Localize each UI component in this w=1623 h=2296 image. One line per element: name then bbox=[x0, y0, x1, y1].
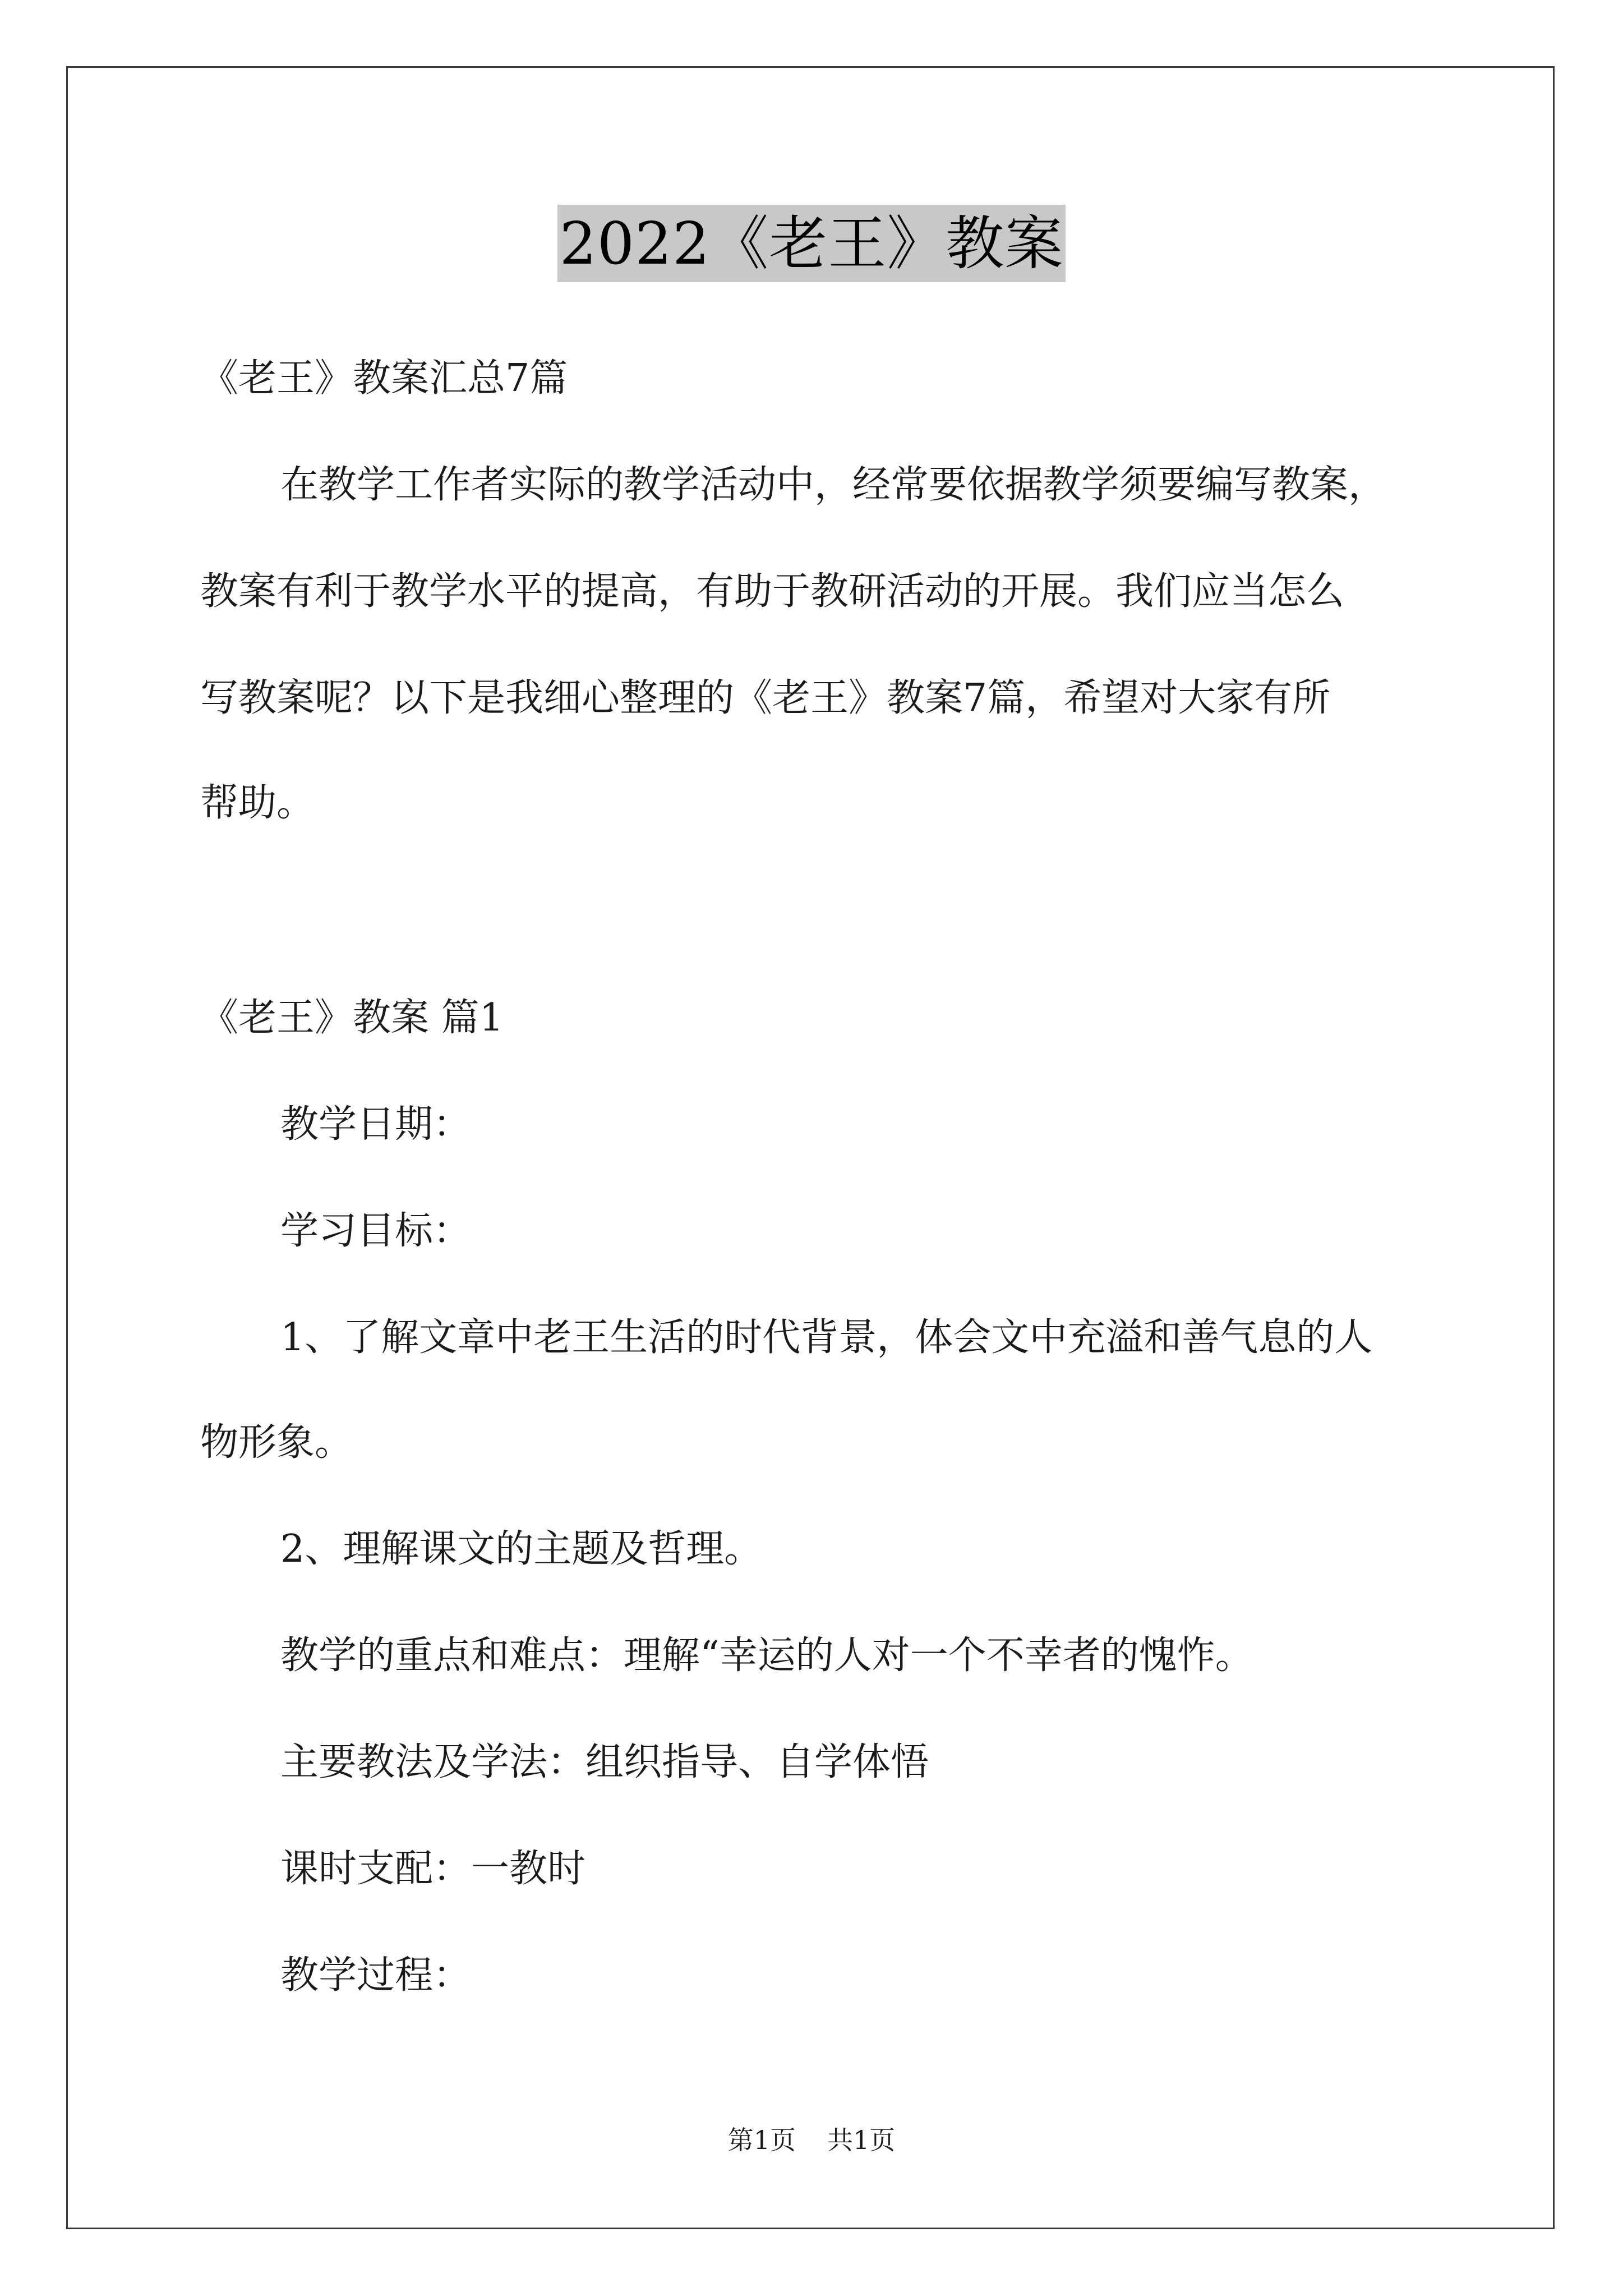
intro-line-3: 写教案呢？以下是我细心整理的《老王》教案7篇，希望对大家有所 bbox=[200, 676, 1331, 720]
document-title: 2022《老王》教案 bbox=[557, 205, 1066, 282]
goal-2: 2、理解课文的主题及哲理。 bbox=[280, 1527, 763, 1571]
teaching-process-label: 教学过程： bbox=[280, 1953, 472, 1998]
class-hours: 课时支配：一教时 bbox=[280, 1847, 586, 1891]
page-number: 第1页 bbox=[727, 2125, 796, 2155]
goal-1-line-1: 1、了解文章中老王生活的时代背景，体会文中充溢和善气息的人 bbox=[280, 1315, 1373, 1360]
key-points: 教学的重点和难点：理解“幸运的人对一个不幸者的愧怍。 bbox=[280, 1634, 1253, 1678]
intro-line-1: 在教学工作者实际的教学活动中，经常要依据教学须要编写教案， bbox=[280, 463, 1387, 507]
section-1-heading: 《老王》教案 篇1 bbox=[200, 996, 504, 1040]
page-footer bbox=[0, 2123, 1623, 2157]
intro-line-2: 教案有利于教学水平的提高，有助于教研活动的开展。我们应当怎么 bbox=[200, 569, 1345, 614]
learning-goals-label: 学习目标： bbox=[280, 1209, 472, 1253]
teaching-date-label: 教学日期： bbox=[280, 1102, 472, 1147]
intro-line-4: 帮助。 bbox=[200, 781, 315, 825]
teaching-methods: 主要教法及学法：组织指导、自学体悟 bbox=[280, 1740, 929, 1784]
summary-heading: 《老王》教案汇总7篇 bbox=[200, 356, 568, 401]
page-total: 共1页 bbox=[827, 2125, 896, 2155]
title-container bbox=[0, 205, 1623, 282]
goal-1-line-2: 物形象。 bbox=[200, 1420, 353, 1465]
